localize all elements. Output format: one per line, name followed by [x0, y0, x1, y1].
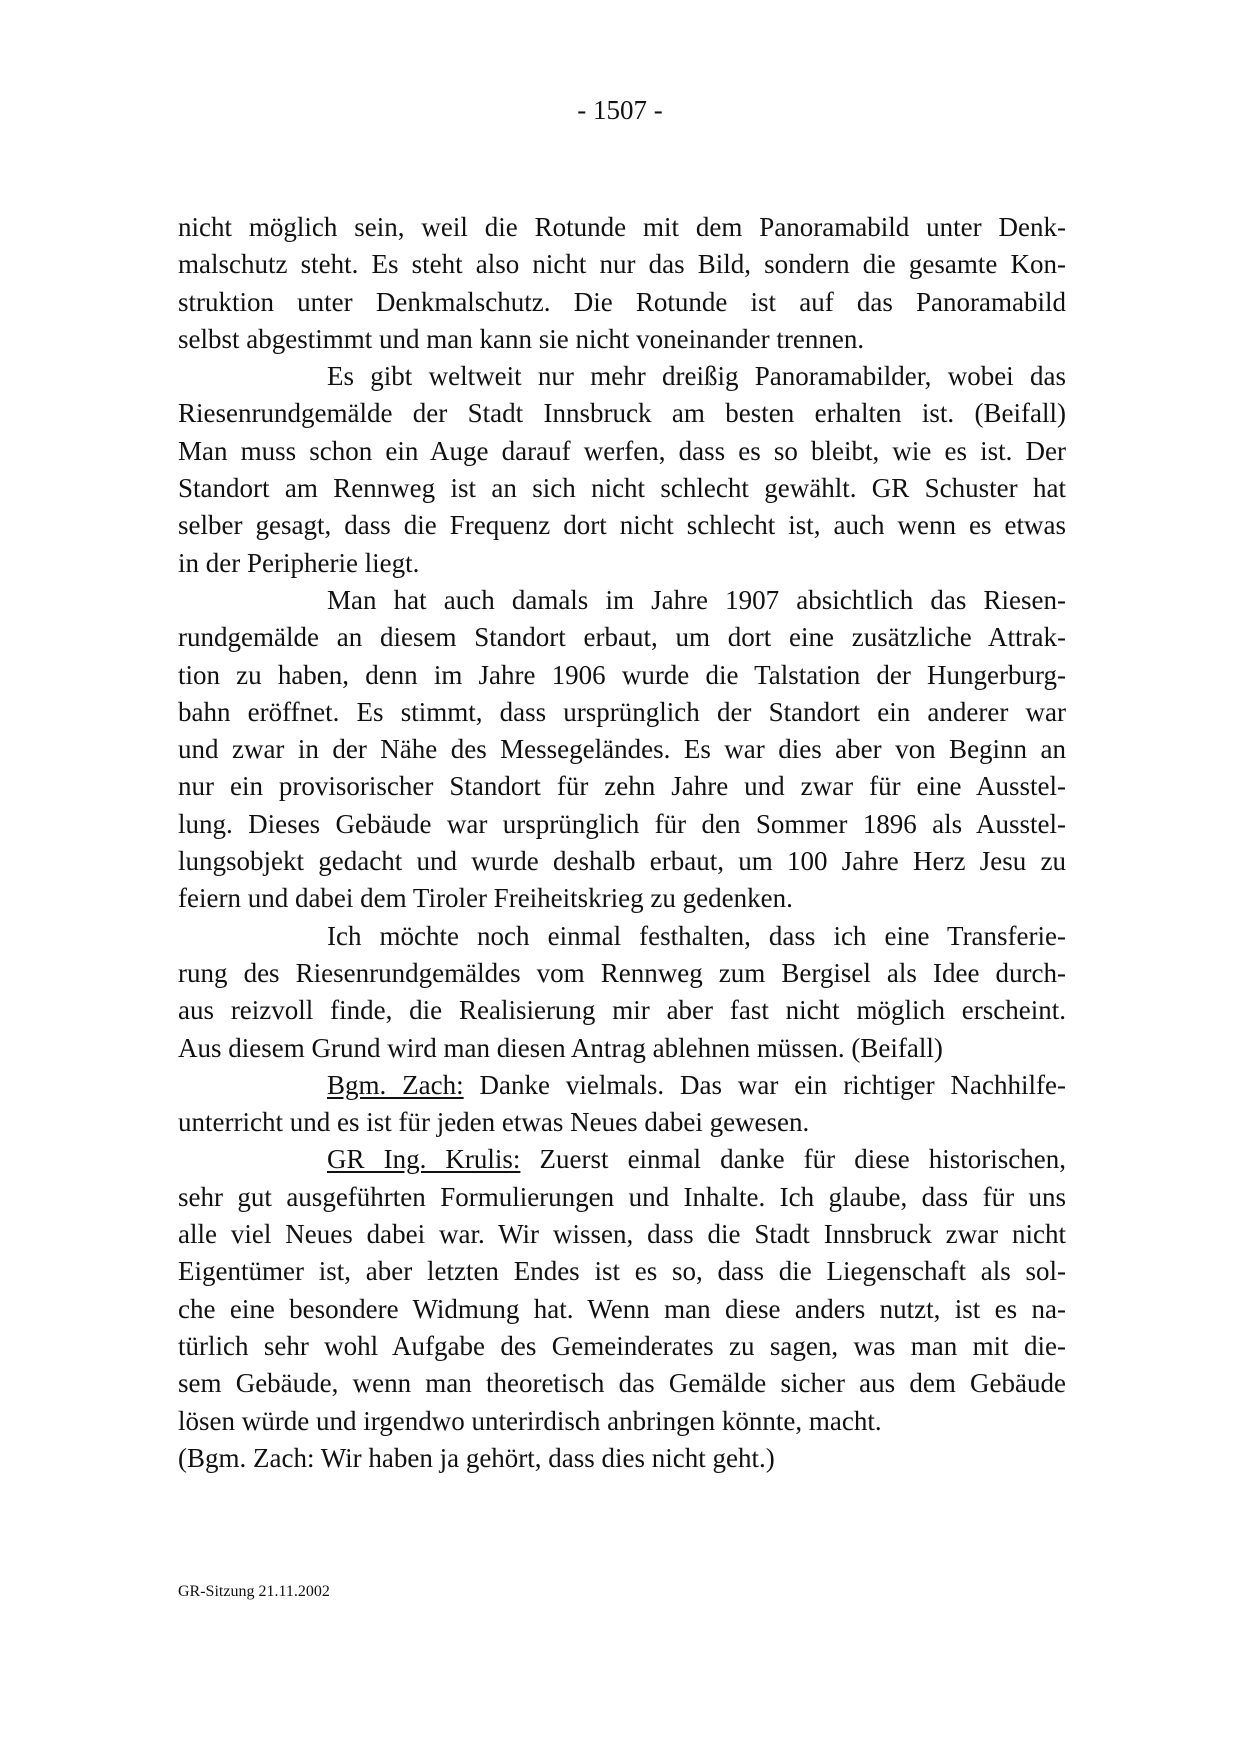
- text-line: sem Gebäude, wenn man theoretisch das Gemälde sicher aus dem Gebäude: [178, 1368, 1066, 1399]
- text-line: tion zu haben, denn im Jahre 1906 wurde die Talstation der Hungerburg-: [178, 659, 1066, 690]
- text-line: in der Peripherie liegt.: [178, 547, 420, 578]
- text-line: alle viel Neues dabei war. Wir wissen, dass die Stadt Innsbruck zwar nicht: [178, 1219, 1066, 1250]
- text-line: Standort am Rennweg ist an sich nicht schlecht gewählt. GR Schuster hat: [178, 473, 1066, 504]
- text-line: türlich sehr wohl Aufgabe des Gemeinderates zu sagen, was man mit die-: [178, 1330, 1066, 1361]
- text-line: lung. Dieses Gebäude war ursprünglich für den Sommer 1896 als Ausstel-: [178, 808, 1066, 839]
- text-line: Man hat auch damals im Jahre 1907 absichtlich das Riesen-: [327, 584, 1066, 615]
- text-line: malschutz steht. Es steht also nicht nur das Bild, sondern die gesamte Kon-: [178, 249, 1066, 280]
- text-line: sehr gut ausgeführten Formulierungen und Inhalte. Ich glaube, dass für uns: [178, 1181, 1066, 1212]
- text-line: Eigentümer ist, aber letzten Endes ist es so, dass die Liegenschaft als sol-: [178, 1256, 1066, 1287]
- text-line: nicht möglich sein, weil die Rotunde mit dem Panoramabild unter Denk-: [178, 212, 1066, 242]
- text-line: Es gibt weltweit nur mehr dreißig Panoramabilder, wobei das: [327, 361, 1066, 392]
- text-line: unterricht und es ist für jeden etwas Neues dabei gewesen.: [178, 1107, 810, 1138]
- page-number: - 1507 -: [577, 95, 663, 125]
- body-text: [178, 209, 1066, 1477]
- text-line: feiern und dabei dem Tiroler Freiheitskrieg zu gedenken.: [178, 883, 793, 914]
- text-line: Aus diesem Grund wird man diesen Antrag ablehnen müssen. (Beifall): [178, 1032, 943, 1063]
- text-line: bahn eröffnet. Es stimmt, dass ursprünglich der Standort ein anderer war: [178, 696, 1066, 727]
- text-line: und zwar in der Nähe des Messegeländes. Es war dies aber von Beginn an: [178, 734, 1066, 765]
- text-line: lungsobjekt gedacht und wurde deshalb erbaut, um 100 Jahre Herz Jesu zu: [178, 846, 1066, 877]
- speaker-name-krulis: GR Ing. Krulis:: [327, 1144, 521, 1175]
- text-line: lösen würde und irgendwo unterirdisch anbringen könnte, macht.: [178, 1405, 882, 1436]
- text-line: che eine besondere Widmung hat. Wenn man diese anders nutzt, ist es na-: [178, 1293, 1066, 1324]
- text-line: (Bgm. Zach: Wir haben ja gehört, dass dies nicht geht.): [178, 1442, 775, 1473]
- text-line: aus reizvoll finde, die Realisierung mir aber fast nicht möglich erscheint.: [178, 995, 1066, 1026]
- text-line: selber gesagt, dass die Frequenz dort nicht schlecht ist, auch wenn es etwas: [178, 510, 1066, 541]
- speaker-statement: Danke vielmals. Das war ein richtiger Nachhilfe-: [479, 1069, 1066, 1100]
- text-line: selbst abgestimmt und man kann sie nicht voneinander trennen.: [178, 323, 865, 354]
- text-line: Riesenrundgemälde der Stadt Innsbruck am besten erhalten ist. (Beifall): [178, 398, 1066, 429]
- text-line: rundgemälde an diesem Standort erbaut, um dort eine zusätzliche Attrak-: [178, 622, 1066, 653]
- text-line: Ich möchte noch einmal festhalten, dass ich eine Transferie-: [327, 920, 1066, 951]
- text-line: rung des Riesenrundgemäldes vom Rennweg zum Bergisel als Idee durch-: [178, 957, 1066, 988]
- text-line-speaker-zach: [178, 1067, 1066, 1104]
- text-line: struktion unter Denkmalschutz. Die Rotunde ist auf das Panoramabild: [178, 286, 1066, 317]
- text-line: nur ein provisorischer Standort für zehn Jahre und zwar für eine Ausstel-: [178, 771, 1066, 802]
- text-line-speaker-krulis: [178, 1141, 1066, 1178]
- footer-session-date: GR-Sitzung 21.11.2002: [178, 1583, 330, 1600]
- speaker-name-zach: Bgm. Zach:: [327, 1069, 464, 1100]
- text-line: Man muss schon ein Auge darauf werfen, dass es so bleibt, wie es ist. Der: [178, 435, 1066, 466]
- speaker-statement: Zuerst einmal danke für diese historischen,: [539, 1144, 1067, 1175]
